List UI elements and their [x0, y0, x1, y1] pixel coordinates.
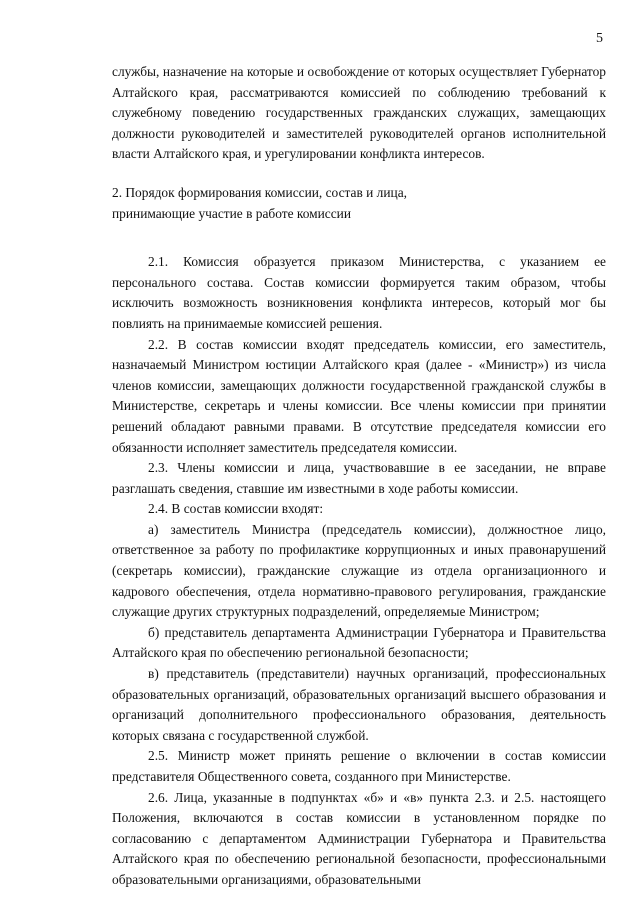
paragraph-2-4-a: а) заместитель Министра (председатель комиссии), должностное лицо, ответственное за работу по профилактике коррупционных и иных правонарушений (секретарь комиссии), гражданские служащие из отдела организационного и кадрового обеспечения, отдела нормативно-правового регулирования, гражданские служащие других структурных подразделений, определяемые Министром; [112, 521, 606, 620]
section-heading-line-1: 2. Порядок формирования комиссии, состав и лица, [112, 184, 407, 200]
intro-paragraph: службы, назначение на которые и освобождение от которых осуществляет Губернатор Алтайского края, рассматриваются комиссией по соблюдению требований к служебному поведению государственных гражданских служащих, замещающих должности руководителей и заместителей руководителей органов исполнительной власти Алтайского края, и урегулировании конфликта интересов. [112, 64, 606, 162]
paragraph-2-3: 2.3. Члены комиссии и лица, участвовавшие в ее заседании, не вправе разглашать сведения, ставшие им известными в ходе работы комиссии. [112, 460, 606, 496]
paragraph-2-5: 2.5. Министр может принять решение о включении в состав комиссии представителя Общественного совета, созданного при Министерстве. [112, 748, 606, 784]
section-heading [112, 183, 606, 224]
section-heading-line-2: принимающие участие в работе комиссии [112, 205, 351, 221]
paragraph-2-2: 2.2. В состав комиссии входят председатель комиссии, его заместитель, назначаемый Министром юстиции Алтайского края (далее - «Министр») из числа членов комиссии, замещающих должности государственной гражданской службы в Министерстве, секретарь и члены комиссии. Все члены комиссии при принятии решений обладают равными правами. В отсутствие председателя комиссии его обязанности исполняет заместитель председателя комиссии. [112, 336, 606, 455]
paragraph-2-4: 2.4. В состав комиссии входят: [148, 501, 324, 517]
paragraph-2-4-b: б) представитель департамента Администрации Губернатора и Правительства Алтайского края по обеспечению региональной безопасности; [112, 624, 606, 661]
paragraph-2-4-v: в) представитель (представители) научных организаций, профессиональных образовательных организаций, образовательных организаций высшего образования и организаций дополнительного профессионального образования, деятельность которых связана с государственной службой. [112, 666, 606, 743]
paragraph-2-1: 2.1. Комиссия образуется приказом Министерства, с указанием ее персонального состава. Состав комиссии формируется таким образом, чтобы исключить возможность возникновения конфликта интересов, который мог бы повлиять на принимаемые комиссией решения. [112, 254, 606, 331]
paragraph-2-6: 2.6. Лица, указанные в подпунктах «б» и «в» пункта 2.3. и 2.5. настоящего Положения, включаются в состав комиссии в установленном порядке по согласованию с департаментом Администрации Губернатора и Правительства Алтайского края по обеспечению региональной безопасности, профессиональными образовательными организациями, образовательными [112, 789, 606, 887]
document-body [112, 62, 606, 891]
page-number: 5 [596, 31, 603, 46]
